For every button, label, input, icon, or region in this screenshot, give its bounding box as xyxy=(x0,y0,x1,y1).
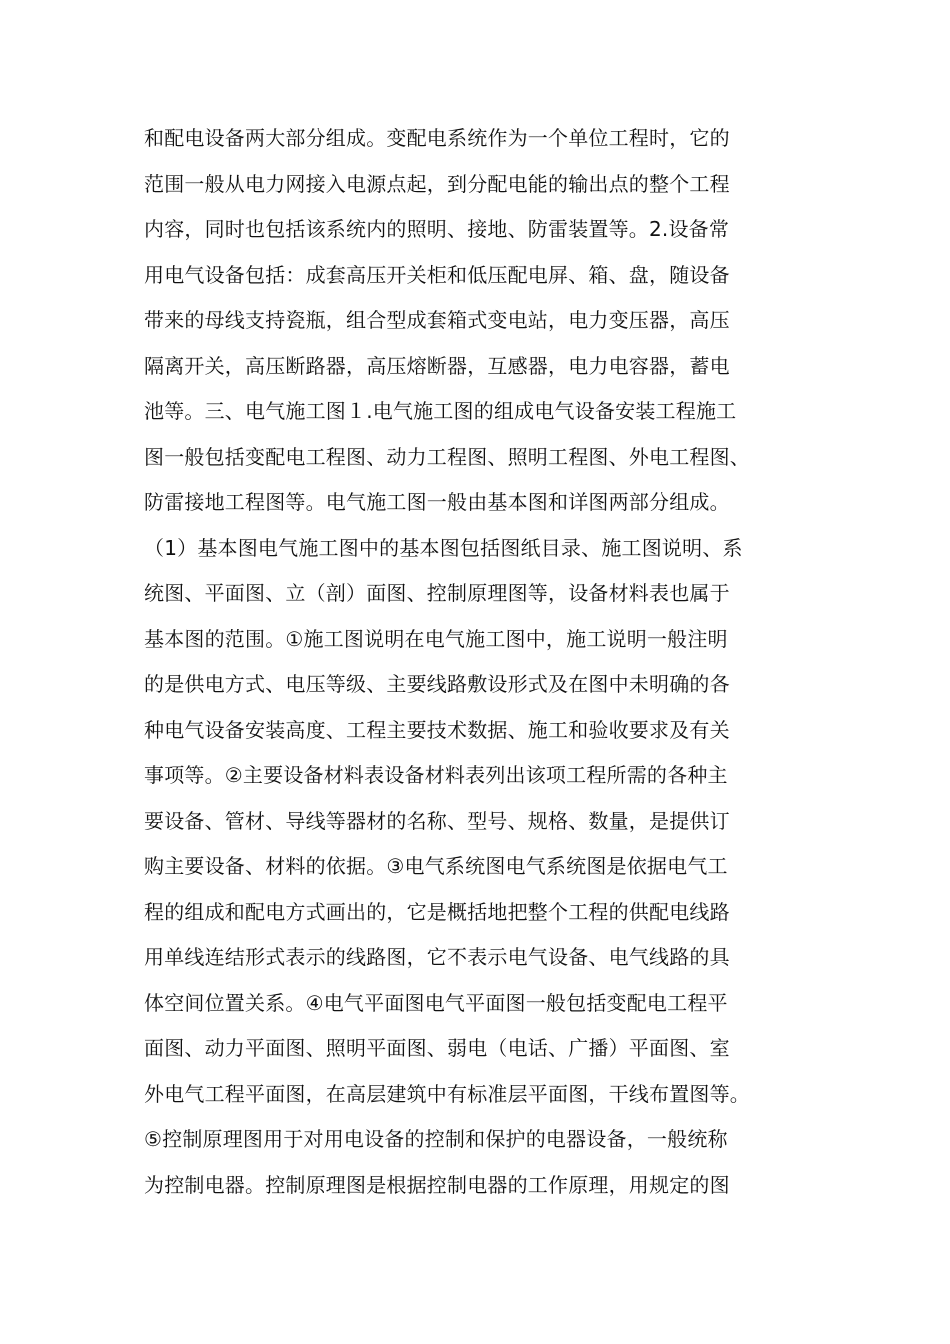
text-line-13: 的是供电方式、电压等级、主要线路敷设形式及在图中未明确的各 xyxy=(144,672,730,696)
text-line-1: 和配电设备两大部分组成。变配电系统作为一个单位工程时，它的 xyxy=(144,126,730,150)
text-line-17: 购主要设备、材料的依据。③电气系统图电气系统图是依据电气工 xyxy=(144,854,728,878)
text-line-5: 带来的母线支持瓷瓶，组合型成套箱式变电站，电力变压器，高压 xyxy=(144,308,730,332)
text-line-19: 用单线连结形式表示的线路图，它不表示电气设备、电气线路的具 xyxy=(144,945,730,969)
text-line-22: 外电气工程平面图，在高层建筑中有标准层平面图，干线布置图等。 xyxy=(144,1081,750,1106)
text-line-6: 隔离开关，高压断路器，高压熔断器，互感器，电力电容器，蓄电 xyxy=(144,353,730,378)
text-line-9: 防雷接地工程图等。电气施工图一般由基本图和详图两部分组成。 xyxy=(144,490,730,514)
text-line-8: 图一般包括变配电工程图、动力工程图、照明工程图、外电工程图、 xyxy=(144,444,750,469)
text-line-15: 事项等。②主要设备材料表设备材料表列出该项工程所需的各种主 xyxy=(144,763,728,787)
text-line-4: 用电气设备包括：成套高压开关柜和低压配电屏、箱、盘，随设备 xyxy=(144,262,730,287)
text-line-3: 内容，同时也包括该系统内的照明、接地、防雷装置等。2.设备常 xyxy=(144,217,730,241)
text-line-10: （1）基本图电气施工图中的基本图包括图纸目录、施工图说明、系 xyxy=(144,535,743,560)
text-line-16: 要设备、管材、导线等器材的名称、型号、规格、数量，是提供订 xyxy=(144,808,730,833)
text-line-24: 为控制电器。控制原理图是根据控制电器的工作原理，用规定的图 xyxy=(144,1172,730,1197)
text-line-23: ⑤控制原理图用于对用电设备的控制和保护的电器设备，一般统称 xyxy=(144,1127,728,1151)
text-line-21: 面图、动力平面图、照明平面图、弱电（电话、广播）平面图、室 xyxy=(144,1036,730,1060)
text-line-20: 体空间位置关系。④电气平面图电气平面图一般包括变配电工程平 xyxy=(144,990,728,1015)
text-line-2: 范围一般从电力网接入电源点起，到分配电能的输出点的整个工程 xyxy=(144,171,730,196)
text-line-12: 基本图的范围。①施工图说明在电气施工图中，施工说明一般注明 xyxy=(144,626,728,651)
text-line-14: 种电气设备安装高度、工程主要技术数据、施工和验收要求及有关 xyxy=(144,717,730,742)
text-line-11: 统图、平面图、立（剖）面图、控制原理图等，设备材料表也属于 xyxy=(144,581,730,605)
text-line-18: 程的组成和配电方式画出的，它是概括地把整个工程的供配电线路 xyxy=(144,899,730,924)
body-text xyxy=(144,116,834,1208)
text-line-7: 池等。三、电气施工图１.电气施工图的组成电气设备安装工程施工 xyxy=(144,399,737,423)
